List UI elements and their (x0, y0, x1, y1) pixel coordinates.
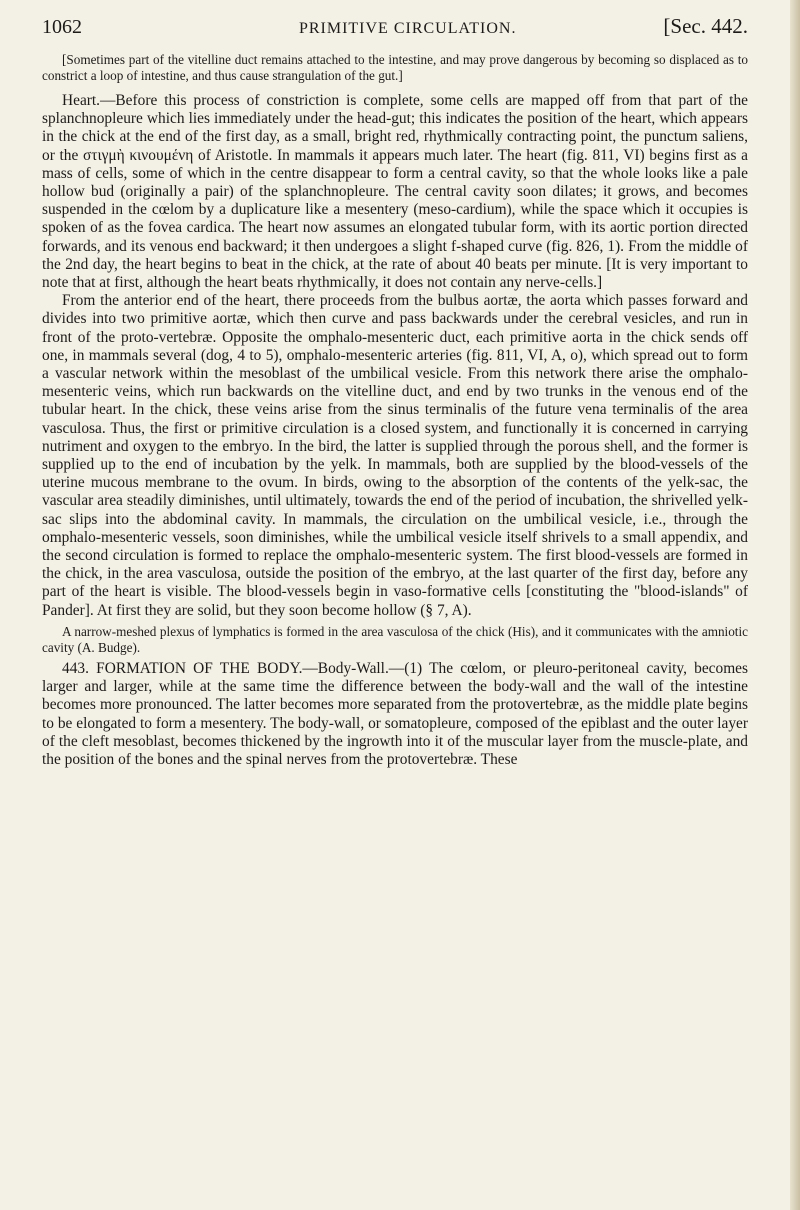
running-title: PRIMITIVE CIRCULATION. (298, 20, 517, 37)
paragraph-formation-of-body: 443. FORMATION OF THE BODY.—Body-Wall.—(1) The cœlom, or pleuro-peritoneal cavity, becomes larger and larger, while at the same time the difference between the body-wall and the wall of the intestine becomes more pronounced. The latter becomes more separated from the protovertebræ, as the middle plate begins to be elongated to form a mesentery. The body-wall, or somatopleure, composed of the epiblast and the outer layer of the cleft mesoblast, becomes thickened by the ingrowth into it of the muscular layer from the muscle-plate, and the position of the bones and the spinal nerves from the protovertebræ. These (42, 659, 748, 768)
book-page (42, 14, 748, 769)
page-number: 1062 (42, 16, 82, 38)
section-marker: [Sec. 442. (663, 14, 748, 38)
running-head (42, 14, 748, 52)
paragraph-lymphatics-note: A narrow-meshed plexus of lymphatics is formed in the area vasculosa of the chick (His), and it communicates with the amniotic cavity (A. Budge). (42, 623, 748, 655)
paragraph-heart: Heart.—Before this process of constriction is complete, some cells are mapped off from that part of the splanchnopleure which lies immediately under the head-gut; this indicates the position of the heart, which appears in the chick at the end of the first day, as a small, bright red, rhythmically contracting point, the punctum saliens, or the στιγμὴ κινουμένη of Aristotle. In mammals it appears much later. The heart (fig. 811, VI) begins first as a mass of cells, some of which in the centre disappear to form a central cavity, so that the whole looks like a pale hollow bud (originally a pair) of the splanchnopleure. The central cavity soon dilates; it grows, and becomes suspended in the cœlom by a duplicature like a mesentery (meso-cardium), while the space which it occupies is spoken of as the fovea cardica. The heart now assumes an elongated tubular form, with its aortic portion directed forwards, and its venous end backward; it then undergoes a slight f-shaped curve (fig. 826, 1). From the middle of the 2nd day, the heart begins to beat in the chick, at the rate of about 40 beats per minute. [It is very important to note that at first, although the heart beats rhythmically, it does not contain any nerve-cells.] (42, 92, 748, 292)
paragraph-aorta-circulation: From the anterior end of the heart, there proceeds from the bulbus aortæ, the aorta which passes forward and divides into two primitive aortæ, which then curve and pass backwards under the cerebral vesicles, and run in front of the proto-vertebræ. Opposite the omphalo-mesenteric duct, each primitive aorta in the chick sends off one, in mammals several (dog, 4 to 5), omphalo-mesenteric arteries (fig. 811, VI, A, o), which spread out to form a vascular network within the mesoblast of the umbilical vesicle. From this network there arise the omphalo-mesenteric veins, which run backwards on the vitelline duct, and end by two trunks in the venous end of the tubular heart. In the chick, these veins arise from the sinus terminalis of the future vena terminalis of the area vasculosa. Thus, the first or primitive circulation is a closed system, and functionally it is concerned in carrying nutriment and oxygen to the embryo. In the bird, the latter is supplied through the porous shell, and the former is supplied up to the end of incubation by the yelk. In mammals, both are supplied by the blood-vessels of the uterine mucous membrane to the ovum. In birds, owing to the absorption of the contents of the yelk-sac, the vascular area steadily diminishes, until ultimately, towards the end of the period of incubation, the shrivelled yelk-sac slips into the abdominal cavity. In mammals, the circulation on the umbilical vesicle, i.e., through the omphalo-mesenteric vessels, soon diminishes, while the umbilical vesicle itself shrivels to a small appendix, and the second circulation is formed to replace the omphalo-mesenteric system. The first blood-vessels are formed in the chick, in the area vasculosa, outside the position of the embryo, at the last quarter of the first day, before any part of the heart is visible. The blood-vessels begin in vaso-formative cells [constituting the "blood-islands" of Pander]. At first they are solid, but they soon become hollow (§ 7, A). (42, 292, 748, 619)
paragraph-vitelline-note: [Sometimes part of the vitelline duct remains attached to the intestine, and may prove dangerous by becoming so displaced as to constrict a loop of intestine, and thus cause strangulation of the gut.] (42, 52, 748, 83)
page-edge-shadow (790, 0, 800, 1210)
